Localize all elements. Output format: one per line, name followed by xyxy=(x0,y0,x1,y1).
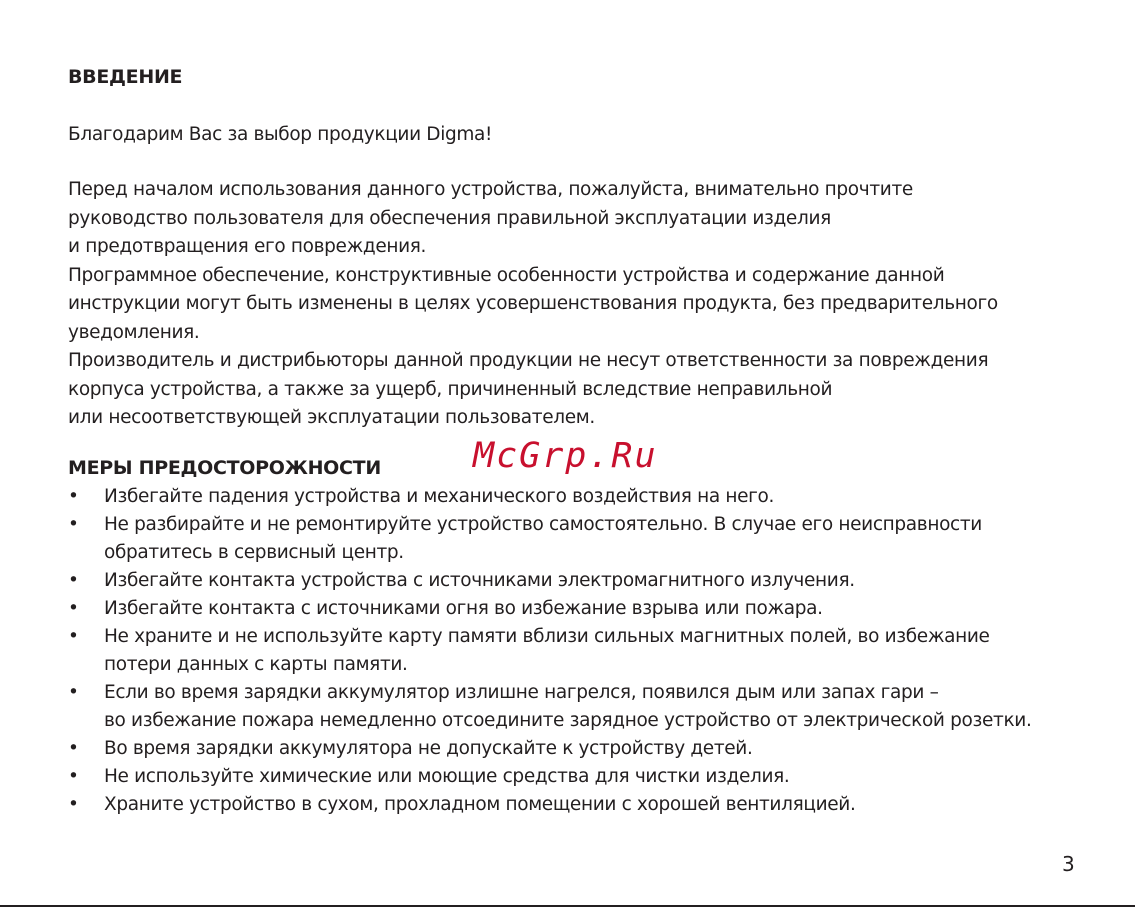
intro-thanks-line: Благодарим Вас за выбор продукции Digma! xyxy=(68,124,493,145)
precaution-text: Храните устройство в сухом, прохладном помещении с хорошей вентиляцией. xyxy=(104,794,856,815)
precaution-text: обратитесь в сервисный центр. xyxy=(104,542,404,563)
bottom-divider xyxy=(0,905,1135,907)
bullet-dot-icon: • xyxy=(68,794,79,815)
precaution-item xyxy=(68,735,1031,763)
bullet-dot-icon: • xyxy=(68,766,79,787)
precaution-item xyxy=(68,763,1031,791)
bullet-dot-icon: • xyxy=(68,738,79,759)
intro-paragraph-line: Перед началом использования данного устройства, пожалуйста, внимательно прочтите xyxy=(68,179,913,200)
precaution-text: Не разбирайте и не ремонтируйте устройство самостоятельно. В случае его неисправности xyxy=(104,514,982,535)
precaution-text: Если во время зарядки аккумулятор излишне нагрелся, появился дым или запах гари – xyxy=(104,682,939,703)
intro-paragraph-line: или несоответствующей эксплуатации пользователем. xyxy=(68,407,595,428)
precaution-text: во избежание пожара немедленно отсоедините зарядное устройство от электрической розетки. xyxy=(104,710,1032,731)
bullet-dot-icon: • xyxy=(68,682,79,703)
bullet-dot-icon: • xyxy=(68,626,79,647)
precaution-text: Избегайте контакта устройства с источниками электромагнитного излучения. xyxy=(104,570,855,591)
watermark: McGrp.Ru xyxy=(473,436,658,476)
bullet-dot-icon: • xyxy=(68,486,79,507)
precaution-item xyxy=(68,511,1031,567)
precaution-item xyxy=(68,623,1031,679)
precautions-list xyxy=(68,483,1031,819)
precaution-text: Избегайте контакта с источниками огня во избежание взрыва или пожара. xyxy=(104,598,823,619)
intro-paragraph-line: Производитель и дистрибьюторы данной продукции не несут ответственности за повреждения xyxy=(68,350,989,371)
precautions-heading: МЕРЫ ПРЕДОСТОРОЖНОСТИ xyxy=(68,457,381,479)
bullet-dot-icon: • xyxy=(68,598,79,619)
precaution-text: Не используйте химические или моющие средства для чистки изделия. xyxy=(104,766,790,787)
precaution-item xyxy=(68,595,1031,623)
precaution-item xyxy=(68,679,1031,735)
intro-paragraph-line: и предотвращения его повреждения. xyxy=(68,236,427,257)
precaution-item xyxy=(68,567,1031,595)
precaution-item xyxy=(68,791,1031,819)
intro-paragraph xyxy=(68,176,998,433)
intro-paragraph-line: корпуса устройства, а также за ущерб, причиненный вследствие неправильной xyxy=(68,378,833,400)
precaution-text: Избегайте падения устройства и механического воздействия на него. xyxy=(104,486,775,507)
precaution-item xyxy=(68,483,1031,511)
intro-paragraph-line: руководство пользователя для обеспечения правильной эксплуатации изделия xyxy=(68,207,831,229)
precaution-text: потери данных с карты памяти. xyxy=(104,654,408,675)
intro-paragraph-line: инструкции могут быть изменены в целях усовершенствования продукта, без предварительного xyxy=(68,293,998,314)
precaution-text: Не храните и не используйте карту памяти вблизи сильных магнитных полей, во избежание xyxy=(104,626,990,647)
intro-paragraph-line: Программное обеспечение, конструктивные особенности устройства и содержание данной xyxy=(68,264,945,286)
page-number: 3 xyxy=(1062,852,1075,876)
bullet-dot-icon: • xyxy=(68,514,79,535)
bullet-dot-icon: • xyxy=(68,570,79,591)
intro-paragraph-line: уведомления. xyxy=(68,321,200,343)
precaution-text: Во время зарядки аккумулятора не допускайте к устройству детей. xyxy=(104,738,753,759)
intro-heading: ВВЕДЕНИЕ xyxy=(68,66,183,88)
